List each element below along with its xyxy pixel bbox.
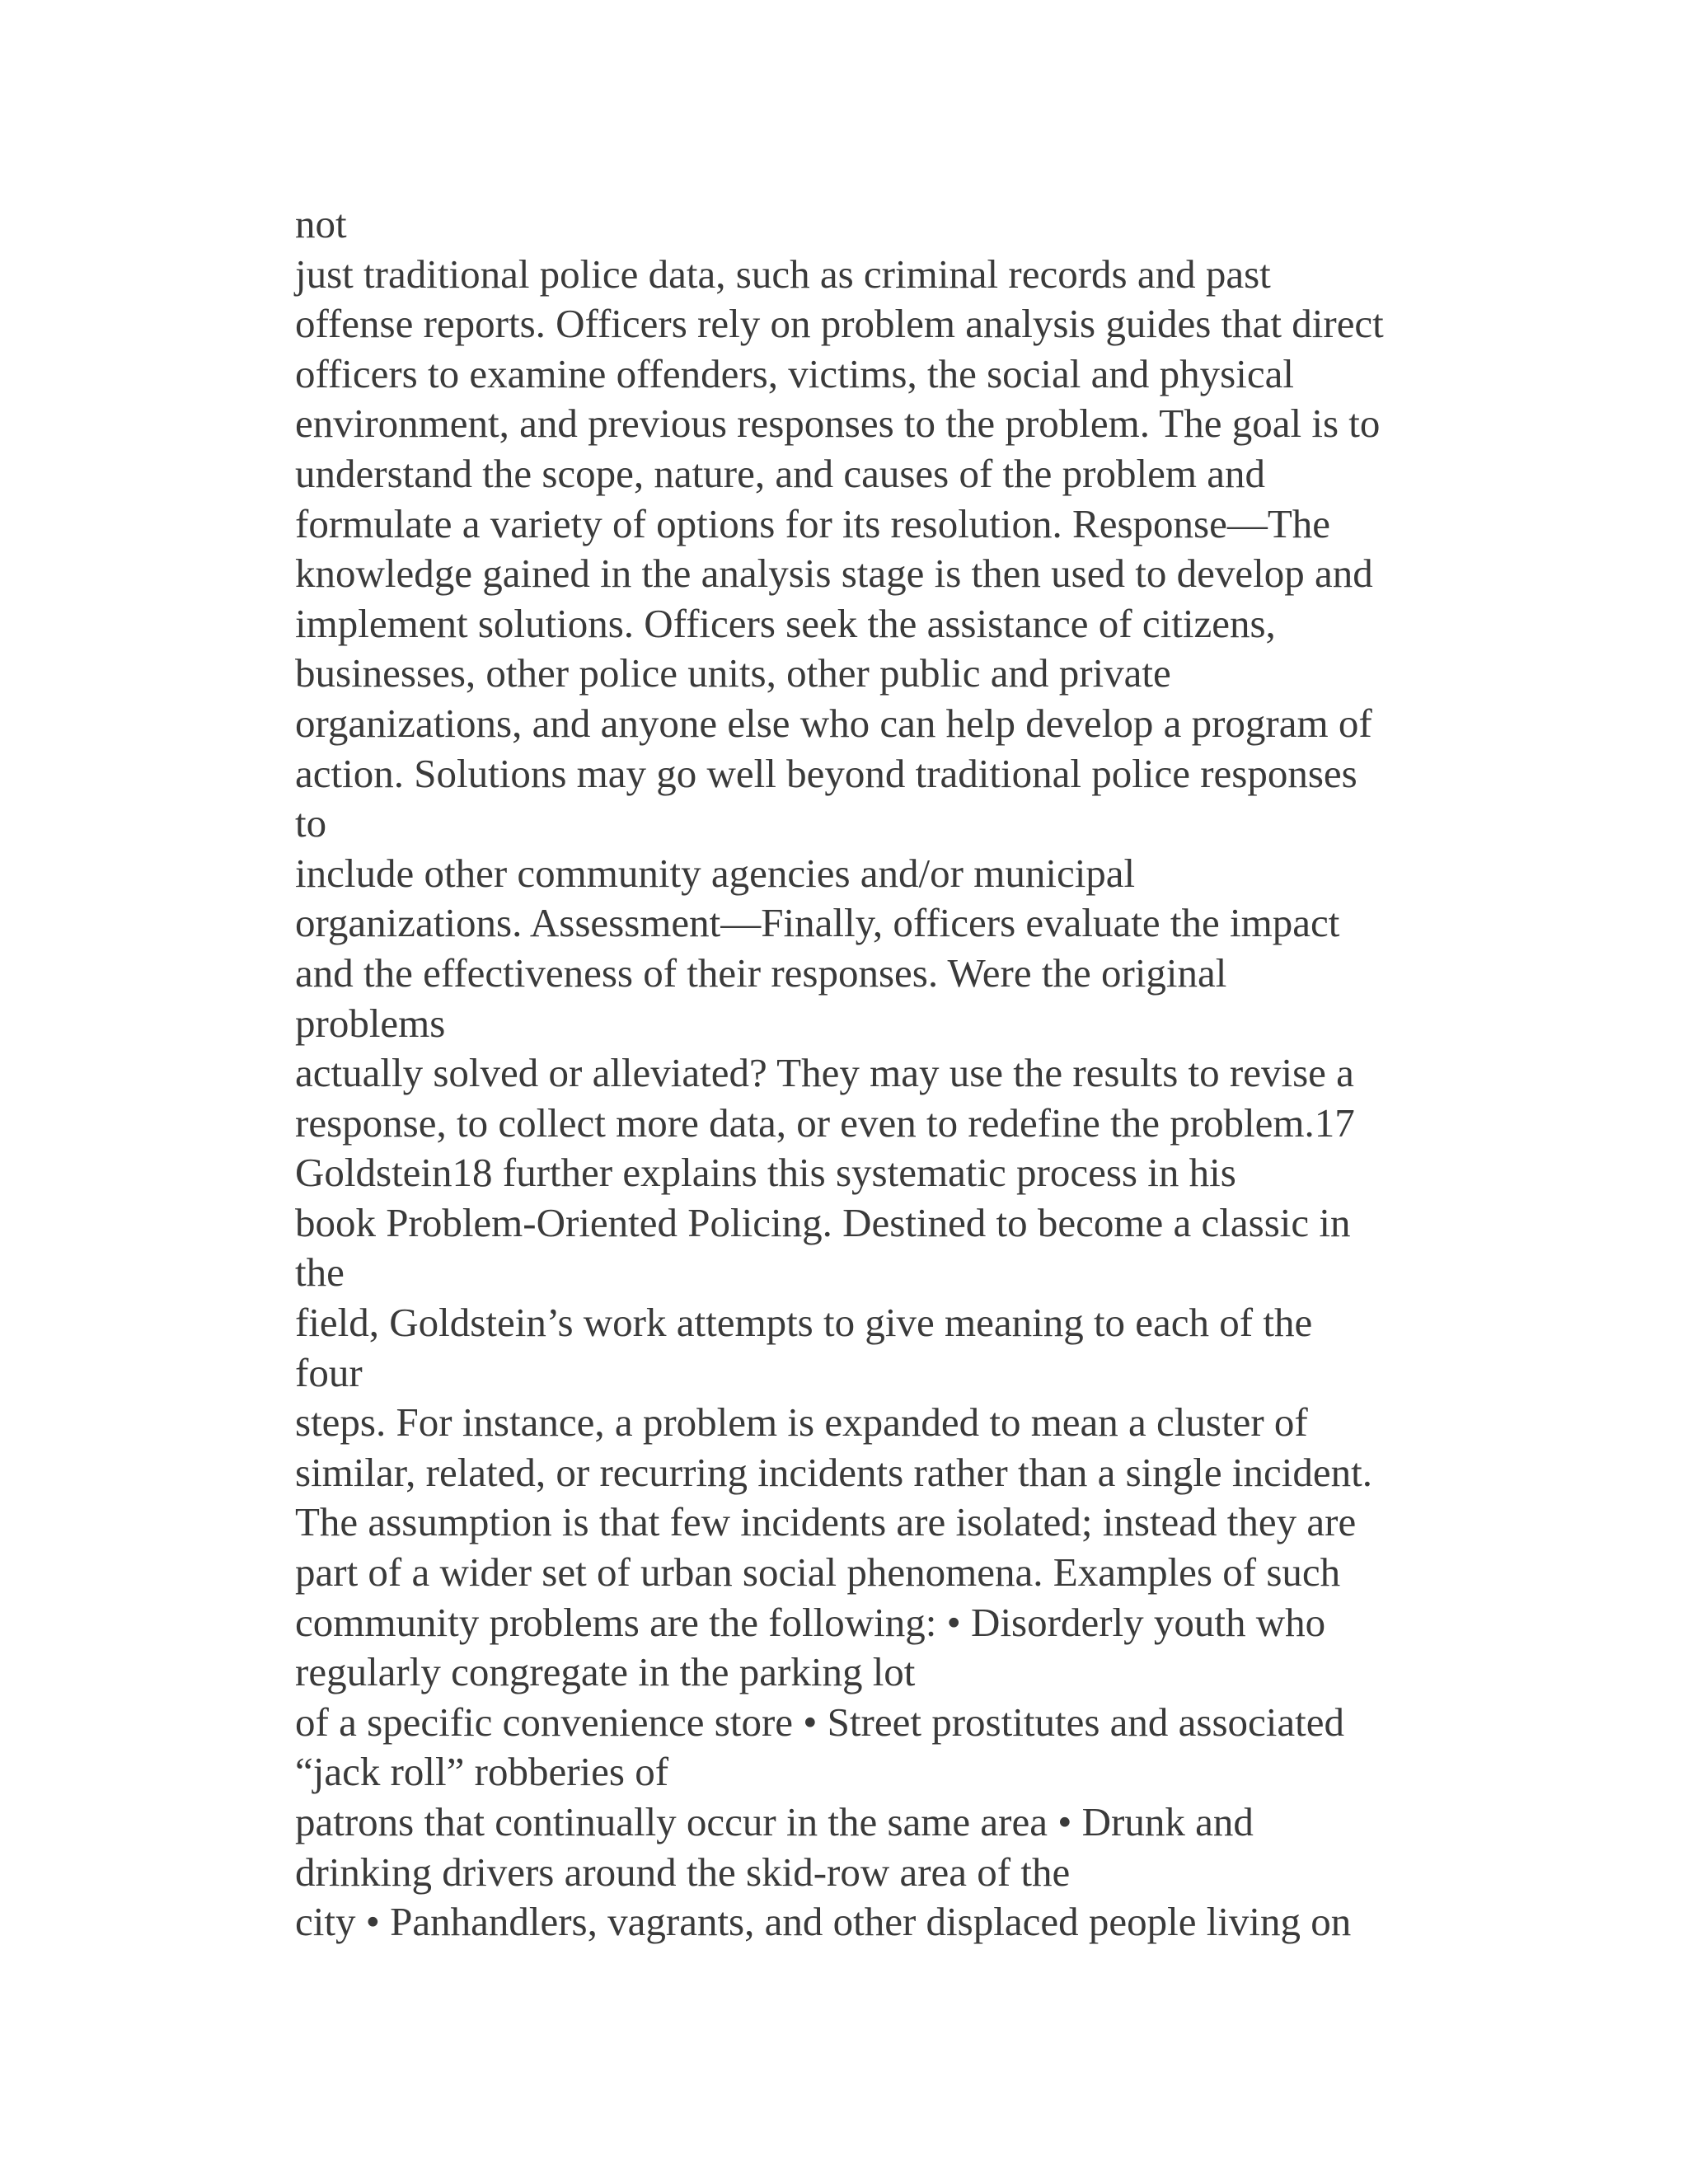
text-line: steps. For instance, a problem is expanded to mean a cluster of <box>295 1399 1308 1446</box>
text-line: regularly congregate in the parking lot <box>295 1649 916 1695</box>
text-line: implement solutions. Officers seek the assistance of citizens, <box>295 600 1276 646</box>
body-text <box>295 199 1564 1947</box>
text-line: businesses, other police units, other public and private <box>295 650 1171 696</box>
text-line: offense reports. Officers rely on problem analysis guides that direct <box>295 301 1384 347</box>
text-line: book Problem-Oriented Policing. Destined to become a classic in <box>295 1199 1351 1245</box>
text-line: to <box>295 800 327 846</box>
text-line: knowledge gained in the analysis stage is then used to develop and <box>295 551 1373 597</box>
text-line: problems <box>295 1000 446 1046</box>
text-line: actually solved or alleviated? They may use the results to revise a <box>295 1050 1354 1096</box>
text-line: field, Goldstein’s work attempts to give meaning to each of the <box>295 1300 1313 1346</box>
text-line: just traditional police data, such as criminal records and past <box>295 251 1271 297</box>
text-line: organizations. Assessment—Finally, officers evaluate the impact <box>295 900 1340 946</box>
text-line: of a specific convenience store • Street prostitutes and associated <box>295 1699 1344 1745</box>
text-line: organizations, and anyone else who can help develop a program of <box>295 700 1372 746</box>
text-line: similar, related, or recurring incidents rather than a single incident. <box>295 1449 1372 1495</box>
text-line: patrons that continually occur in the same area • Drunk and <box>295 1799 1254 1844</box>
text-line: Goldstein18 further explains this systematic process in his <box>295 1150 1236 1196</box>
text-line: formulate a variety of options for its resolution. Response—The <box>295 500 1331 546</box>
text-line: four <box>295 1349 363 1395</box>
text-line: drinking drivers around the skid-row area of the <box>295 1849 1071 1895</box>
text-line: part of a wider set of urban social phenomena. Examples of such <box>295 1549 1341 1596</box>
text-line: community problems are the following: • Disorderly youth who <box>295 1599 1326 1645</box>
text-line: include other community agencies and/or municipal <box>295 850 1136 896</box>
text-line: “jack roll” robberies of <box>295 1749 669 1795</box>
text-line: response, to collect more data, or even to redefine the problem.17 <box>295 1099 1355 1146</box>
text-line: action. Solutions may go well beyond traditional police responses <box>295 750 1357 796</box>
text-line: the <box>295 1249 345 1296</box>
text-line: city • Panhandlers, vagrants, and other displaced people living on <box>295 1899 1352 1945</box>
text-line: and the effectiveness of their responses. Were the original <box>295 949 1227 996</box>
text-line: understand the scope, nature, and causes of the problem and <box>295 450 1265 496</box>
text-line: not <box>295 201 347 246</box>
text-line: The assumption is that few incidents are isolated; instead they are <box>295 1499 1357 1545</box>
text-line: environment, and previous responses to the problem. The goal is to <box>295 401 1381 447</box>
text-line: officers to examine offenders, victims, the social and physical <box>295 350 1294 396</box>
